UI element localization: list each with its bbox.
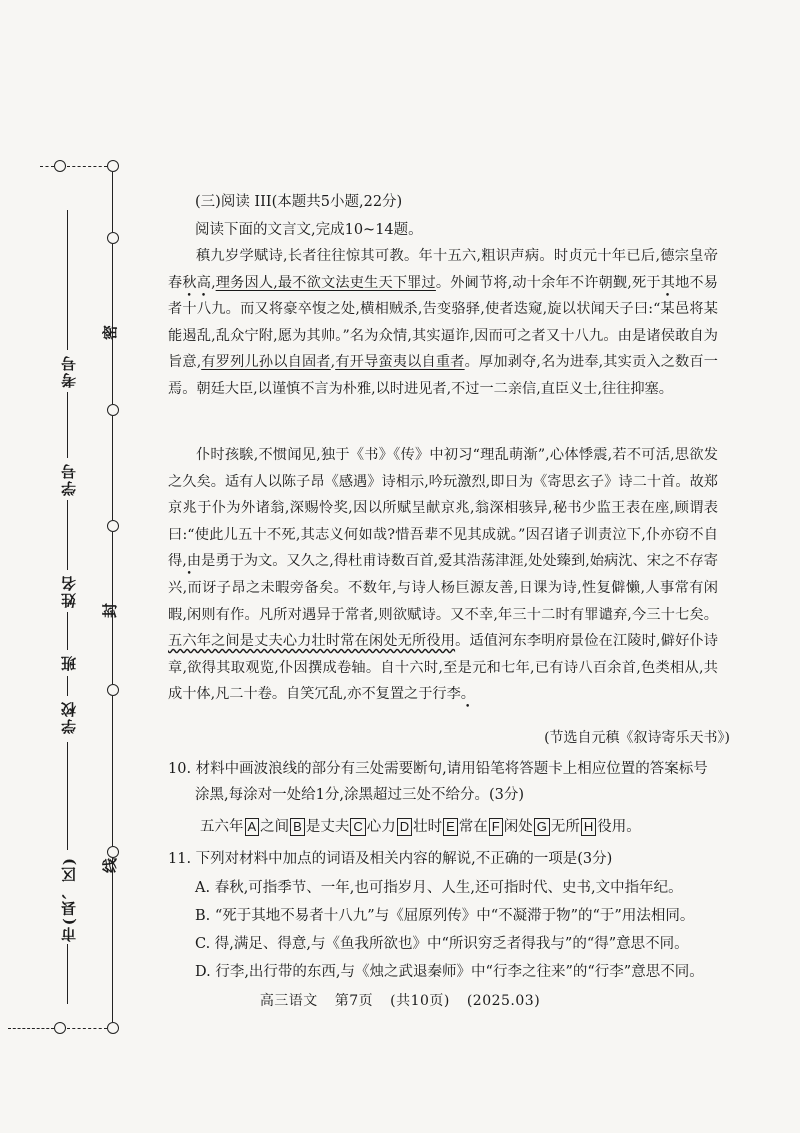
underlined-sentence-1: 理务因人,最不欲文法吏生天下罪过 xyxy=(215,274,436,291)
student-no-blank[interactable] xyxy=(67,392,68,458)
question-11-option-c[interactable]: C. 得,满足、得意,与《鱼我所欲也》中“所识穷乏者得我与”的“得”意思不同。 xyxy=(195,936,689,952)
seal-mark-top: 密 xyxy=(101,324,120,341)
answer-box-e[interactable]: E xyxy=(443,818,458,836)
binding-hole-top-left xyxy=(54,160,66,172)
binding-hole-top xyxy=(107,160,119,172)
section-title: (三)阅读 III(本题共5小题,22分) xyxy=(195,194,403,210)
question-11-option-d[interactable]: D. 行李,出行带的东西,与《烛之武退秦师》中“行李之往来”的“行李”意思不同。 xyxy=(195,964,704,980)
page-footer xyxy=(0,990,800,1010)
dotted-word: 春 xyxy=(168,274,183,291)
question-11-option-b[interactable]: B. “死于其地不易者十八九”与《屈原列传》中“不凝滞于物”的“于”用法相同。 xyxy=(195,908,695,924)
answer-box-f[interactable]: F xyxy=(489,818,503,836)
footer-page: 第7页 xyxy=(334,993,374,1009)
binding-hole xyxy=(107,684,119,696)
answer-box-c[interactable]: C xyxy=(350,818,365,836)
city-label: 市(县、区) xyxy=(60,856,78,943)
underlined-sentence-3: 有开导蛮夷以自重者 xyxy=(335,354,465,371)
dotted-word: 得 xyxy=(168,553,183,570)
name-label: 姓名 xyxy=(60,574,78,608)
cut-dash-top-left xyxy=(40,166,54,167)
dotted-word: 秋 xyxy=(182,274,197,291)
binding-hole xyxy=(107,404,119,416)
question-11: 11. 下列对材料中加点的词语及相关内容的解说,不正确的一项是(3分) xyxy=(168,851,613,867)
student-no-label: 学号 xyxy=(60,462,78,496)
class-blank-2[interactable] xyxy=(67,676,68,696)
seal-mark-mid: 封 xyxy=(101,602,120,619)
underlined-sentence-2: 有罗列儿孙以自固者 xyxy=(201,354,331,371)
question-10-continued: 涂黑,每涂对一处给1分,涂黑超过三处不给分。(3分) xyxy=(195,787,524,803)
passage-paragraph-1: 稹九岁学赋诗,长者往往惊其可教。年十五六,粗识声病。时贞元十年已后,德宗皇帝春秋高,理务因人,最不欲文法吏生天下罪过。外阃节将,动十余年不许朝觐,死于其地不易者十八九。而又将豪卒愎之处,横相贼杀,告变骆驿,使者迭窥,旋以状闻天子曰:“某邑将某能遏乱,乱众宁附,愿为其帅。”名为众情,其实逼诈,因而可之者又十八九。由是诸侯敢自为旨意,有罗列儿孙以自固者,有开导蛮夷以自重者。厚加剥夺,名为进奉,其实贡入之数百一焉。朝廷大臣,以谨慎不言为朴雅,以时进见者,不过一二亲信,直臣义士,往往抑塞。 xyxy=(168,248,718,397)
binding-line xyxy=(112,172,113,232)
seal-mark-bottom: 线 xyxy=(101,857,120,874)
binding-hole xyxy=(107,846,119,858)
dotted-word: 于 xyxy=(646,274,661,291)
binding-hole-bottom-left xyxy=(54,1022,66,1034)
class-blank[interactable] xyxy=(67,612,68,650)
answer-box-a[interactable]: A xyxy=(245,818,260,836)
question-11-option-a[interactable]: A. 春秋,可指季节、一年,也可指岁月、人生,还可指时代、史书,文中指年纪。 xyxy=(195,880,683,896)
school-blank[interactable] xyxy=(67,742,68,850)
dotted-word: 李 xyxy=(446,686,461,703)
answer-box-g[interactable]: G xyxy=(534,818,550,836)
answer-box-d[interactable]: D xyxy=(397,818,412,836)
binding-hole xyxy=(107,520,119,532)
section-instruction: 阅读下面的文言文,完成10~14题。 xyxy=(195,222,423,238)
binding-line xyxy=(112,696,113,846)
footer-total: (共10页) xyxy=(390,993,450,1009)
question-10-segments: 五六年 A 之间 B 是丈夫 C 心力 D 壮时 E 常在 F 闲处 G 无所 H 役用。 xyxy=(200,819,641,835)
binding-line xyxy=(112,416,113,520)
cut-dash-top xyxy=(67,166,107,167)
name-blank[interactable] xyxy=(67,500,68,570)
binding-hole xyxy=(107,232,119,244)
answer-box-b[interactable]: B xyxy=(290,818,305,836)
answer-box-h[interactable]: H xyxy=(581,818,596,836)
cut-dash-bottom-left xyxy=(8,1028,54,1029)
passage-source: (节选自元稹《叙诗寄乐天书》) xyxy=(544,730,730,746)
passage-paragraph-2: 仆时孩騃,不惯闻见,独于《书》《传》中初习“理乱萌渐”,心体悸震,若不可活,思欲发之久矣。适有人以陈子昂《感遇》诗相示,吟玩激烈,即日为《寄思玄子》诗二十首。故郑京兆于仆为外诸翁,深赐怜奖,因以所赋呈献京兆,翁深相骇异,秘书少监王表在座,顾谓表曰:“使此儿五十不死,其志义何如哉?惜吾辈不见其成就。”因召诸子训责泣下,仆亦窃不自得,由是勇于为文。又久之,得杜甫诗数百首,爱其浩荡津涯,处处臻到,始病沈、宋之不存寄兴,而讶子昂之未暇旁备矣。不数年,与诗人杨巨源友善,日课为诗,性复僻懒,人事常有闲暇,闲则有作。凡所对遇异于常者,则欲赋诗。又不幸,年三十二时有罪谴弃,今三十七矣。五六年之间是丈夫心力壮时常在闲处无所役用。适值河东李明府景俭在江陵时,僻好仆诗章,欲得其取观览,仆因撰成卷轴。自十六时,至是元和七年,已有诗八百余首,色类相从,共成十体,凡二十卷。自笑冗乱,亦不复置之于行李。 xyxy=(168,447,718,703)
wavy-underlined-sentence: 五六年之间是丈夫心力壮时常在闲处无所役用 xyxy=(168,633,456,650)
binding-hole-bottom xyxy=(107,1022,119,1034)
exam-no-blank[interactable] xyxy=(67,210,68,350)
class-label: 班 xyxy=(60,654,78,671)
question-10: 10. 材料中画波浪线的部分有三处需要断句,请用铅笔将答题卡上相应位置的答案标号 xyxy=(168,761,708,777)
cut-dash-bottom xyxy=(67,1028,107,1029)
footer-date: (2025.03) xyxy=(466,993,541,1009)
exam-no-label: 考号 xyxy=(60,354,78,388)
footer-subject: 高三语文 xyxy=(259,993,318,1009)
school-label: 学校 xyxy=(60,700,78,734)
